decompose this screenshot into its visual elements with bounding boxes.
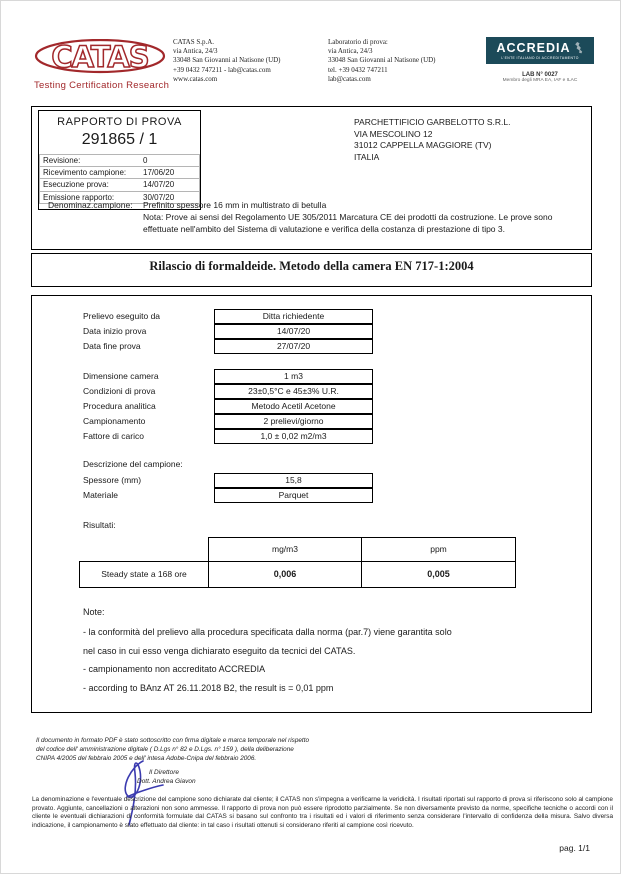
field-value: Ditta richiedente (214, 309, 373, 324)
page-number: pag. 1/1 (559, 843, 590, 853)
field-value: 14/07/20 (214, 324, 373, 339)
report-field-value: 17/06/20 (143, 167, 175, 177)
customer-address-line: VIA MESCOLINO 12 (354, 128, 433, 139)
sample-name: Prefinito spessore 16 mm in multistrato di betulla (143, 200, 327, 210)
lab-address-line: tel. +39 0432 747211 (328, 65, 388, 74)
lab-address (328, 38, 436, 84)
description-heading: Descrizione del campione: (83, 459, 183, 469)
results-column-header: mg/m3 (208, 537, 362, 562)
lab-address-line: Laboratorio di prova: (328, 38, 388, 46)
report-field-row (39, 154, 200, 167)
report-field-value: 14/07/20 (143, 180, 175, 189)
company-website-link: www.catas.com (173, 74, 218, 83)
report-field-value: 0 (143, 156, 148, 165)
test-title-frame (31, 253, 592, 287)
accredia-logo (486, 37, 594, 83)
signer-title: Il Direttore (149, 769, 179, 776)
company-address-line: 33048 San Giovanni al Natisone (UD) (173, 56, 281, 65)
report-field-row (39, 179, 200, 192)
results-value-ppm: 0,005 (361, 561, 516, 588)
field-label: Dimensione camera (83, 371, 159, 381)
field-value: Parquet (214, 488, 373, 503)
results-row-label: Steady state a 168 ore (79, 561, 209, 588)
notes-list (83, 623, 543, 697)
field-label: Condizioni di prova (83, 386, 156, 396)
report-number: 291865 / 1 (81, 131, 158, 148)
note-line: nel caso in cui esso venga dichiarato eseguito da tecnici del CATAS. (83, 645, 356, 656)
notes-heading: Note: (83, 607, 105, 617)
report-field-value: 30/07/20 (143, 192, 175, 202)
report-id-box (38, 110, 201, 210)
report-field-row (39, 167, 200, 180)
report-field-label: Esecuzione prova: (43, 180, 109, 189)
accredia-subtitle: L'ENTE ITALIANO DI ACCREDITAMENTO (501, 56, 579, 60)
customer-address (354, 117, 511, 163)
signer-name: Dott. Andrea Giavon (137, 778, 196, 785)
catas-logo-text: CATAS (51, 40, 149, 74)
customer-name: PARCHETTIFICIO GARBELOTTO S.R.L. (354, 117, 511, 127)
catas-logo (34, 39, 169, 91)
accredia-membership: Membro degli MRA EA, IAF e ILAC (502, 78, 578, 83)
field-value: 1 m3 (214, 369, 373, 384)
field-label: Fattore di carico (83, 431, 144, 441)
note-line: - campionamento non accreditato ACCREDIA (83, 664, 266, 674)
accredia-badge (486, 37, 594, 64)
company-address-line: +39 0432 747211 - lab@catas.com (173, 65, 271, 74)
field-value: Metodo Acetil Acetone (214, 399, 373, 414)
customer-country: ITALIA (354, 151, 380, 162)
lab-address-line: 33048 San Giovanni al Natisone (UD) (328, 56, 436, 65)
company-address (173, 38, 281, 84)
field-value: 27/07/20 (214, 339, 373, 354)
company-address-line: CATAS S.p.A. (173, 38, 215, 46)
field-label: Data inizio prova (83, 326, 147, 336)
lab-email: lab@catas.com (328, 74, 371, 83)
results-heading: Risultati: (83, 520, 116, 530)
legal-disclaimer: La denominazione e l'eventuale descrizione del campione sono dichiarate dal cliente; il CATAS non s'impegna a verificarne la veridicità. I risultati riportati sul rapporto di prova si riferiscono solo al campione provato. Aggiunte, cancellazioni o alterazioni non sono ammesse. Il rapporto di prova non può essere riprodotto parzialmente. Se non diversamente previsto da norme, specifiche tecniche o accordi con il cliente le eventuali dichiarazioni di conformità formulate dal CATAS si basano sul confronto tra i risultati ed i valori di riferimento senza considerare l'intervallo di confidenza della misura. Salvo diversa indicazione, il campionamento è stato effettuato dal cliente: in tal caso i risultati ottenuti si considerano riferiti al campione così ricevuto. (32, 796, 613, 829)
field-label: Materiale (83, 490, 118, 500)
field-label: Spessore (mm) (83, 475, 142, 485)
field-value: 23±0,5°C e 45±3% U.R. (214, 384, 373, 399)
report-field-label: Revisione: (43, 156, 81, 165)
note-line: - la conformità del prelievo alla procedura specificata dalla norma (par.7) viene garantita solo (83, 627, 452, 637)
sample-description (143, 199, 589, 235)
field-label: Data fine prova (83, 341, 141, 351)
digital-signature-note: Il documento in formato PDF è stato sottoscritto con firma digitale e marca temporale nel rispetto del codice dell' amministrazione digitale ( D.Lgs n° 82 e D.Lgs. n° 159 ), della deliberazione CNIPA 4/2005 del febbraio 2005 e dell' intesa Adobe-Cnipa del febbraio 2006. (36, 737, 310, 762)
italy-map-icon (574, 42, 583, 55)
field-value: 2 prelievi/giorno (214, 414, 373, 429)
sample-note: Nota: Prove ai sensi del Regolamento UE 305/2011 Marcatura CE dei prodotti da costruzione. Le prove sono effettuate nell'ambito del Sistema di valutazione e verifica della costanza di prestazione di tipo 3. (143, 212, 553, 234)
results-column-header: ppm (361, 537, 516, 562)
results-value-mgm3: 0,006 (208, 561, 362, 588)
catas-logo-mark (34, 39, 166, 75)
company-address-line: via Antica, 24/3 (173, 47, 218, 56)
accredia-name: ACCREDIA (496, 41, 571, 55)
field-label: Prelievo eseguito da (83, 311, 161, 321)
field-value: 1,0 ± 0,02 m2/m3 (214, 429, 373, 444)
lab-address-line: via Antica, 24/3 (328, 47, 373, 56)
customer-address-line: 31012 CAPPELLA MAGGIORE (TV) (354, 140, 492, 150)
catas-tagline: Testing Certification Research (34, 80, 170, 91)
field-value: 15,8 (214, 473, 373, 488)
accredia-lab-number: LAB N° 0027 (522, 72, 558, 78)
test-title: Rilascio di formaldeide. Metodo della camera EN 717-1:2004 (149, 259, 474, 273)
report-title: RAPPORTO DI PROVA (57, 116, 182, 128)
field-label: Procedura analitica (83, 401, 156, 411)
report-field-label: Emissione rapporto: (43, 192, 115, 202)
note-line: - according to BAnz AT 26.11.2018 B2, the result is = 0,01 ppm (83, 682, 334, 693)
sample-label: Denominaz.campione: (48, 200, 133, 210)
field-label: Campionamento (83, 416, 146, 426)
report-field-label: Ricevimento campione: (43, 167, 127, 177)
